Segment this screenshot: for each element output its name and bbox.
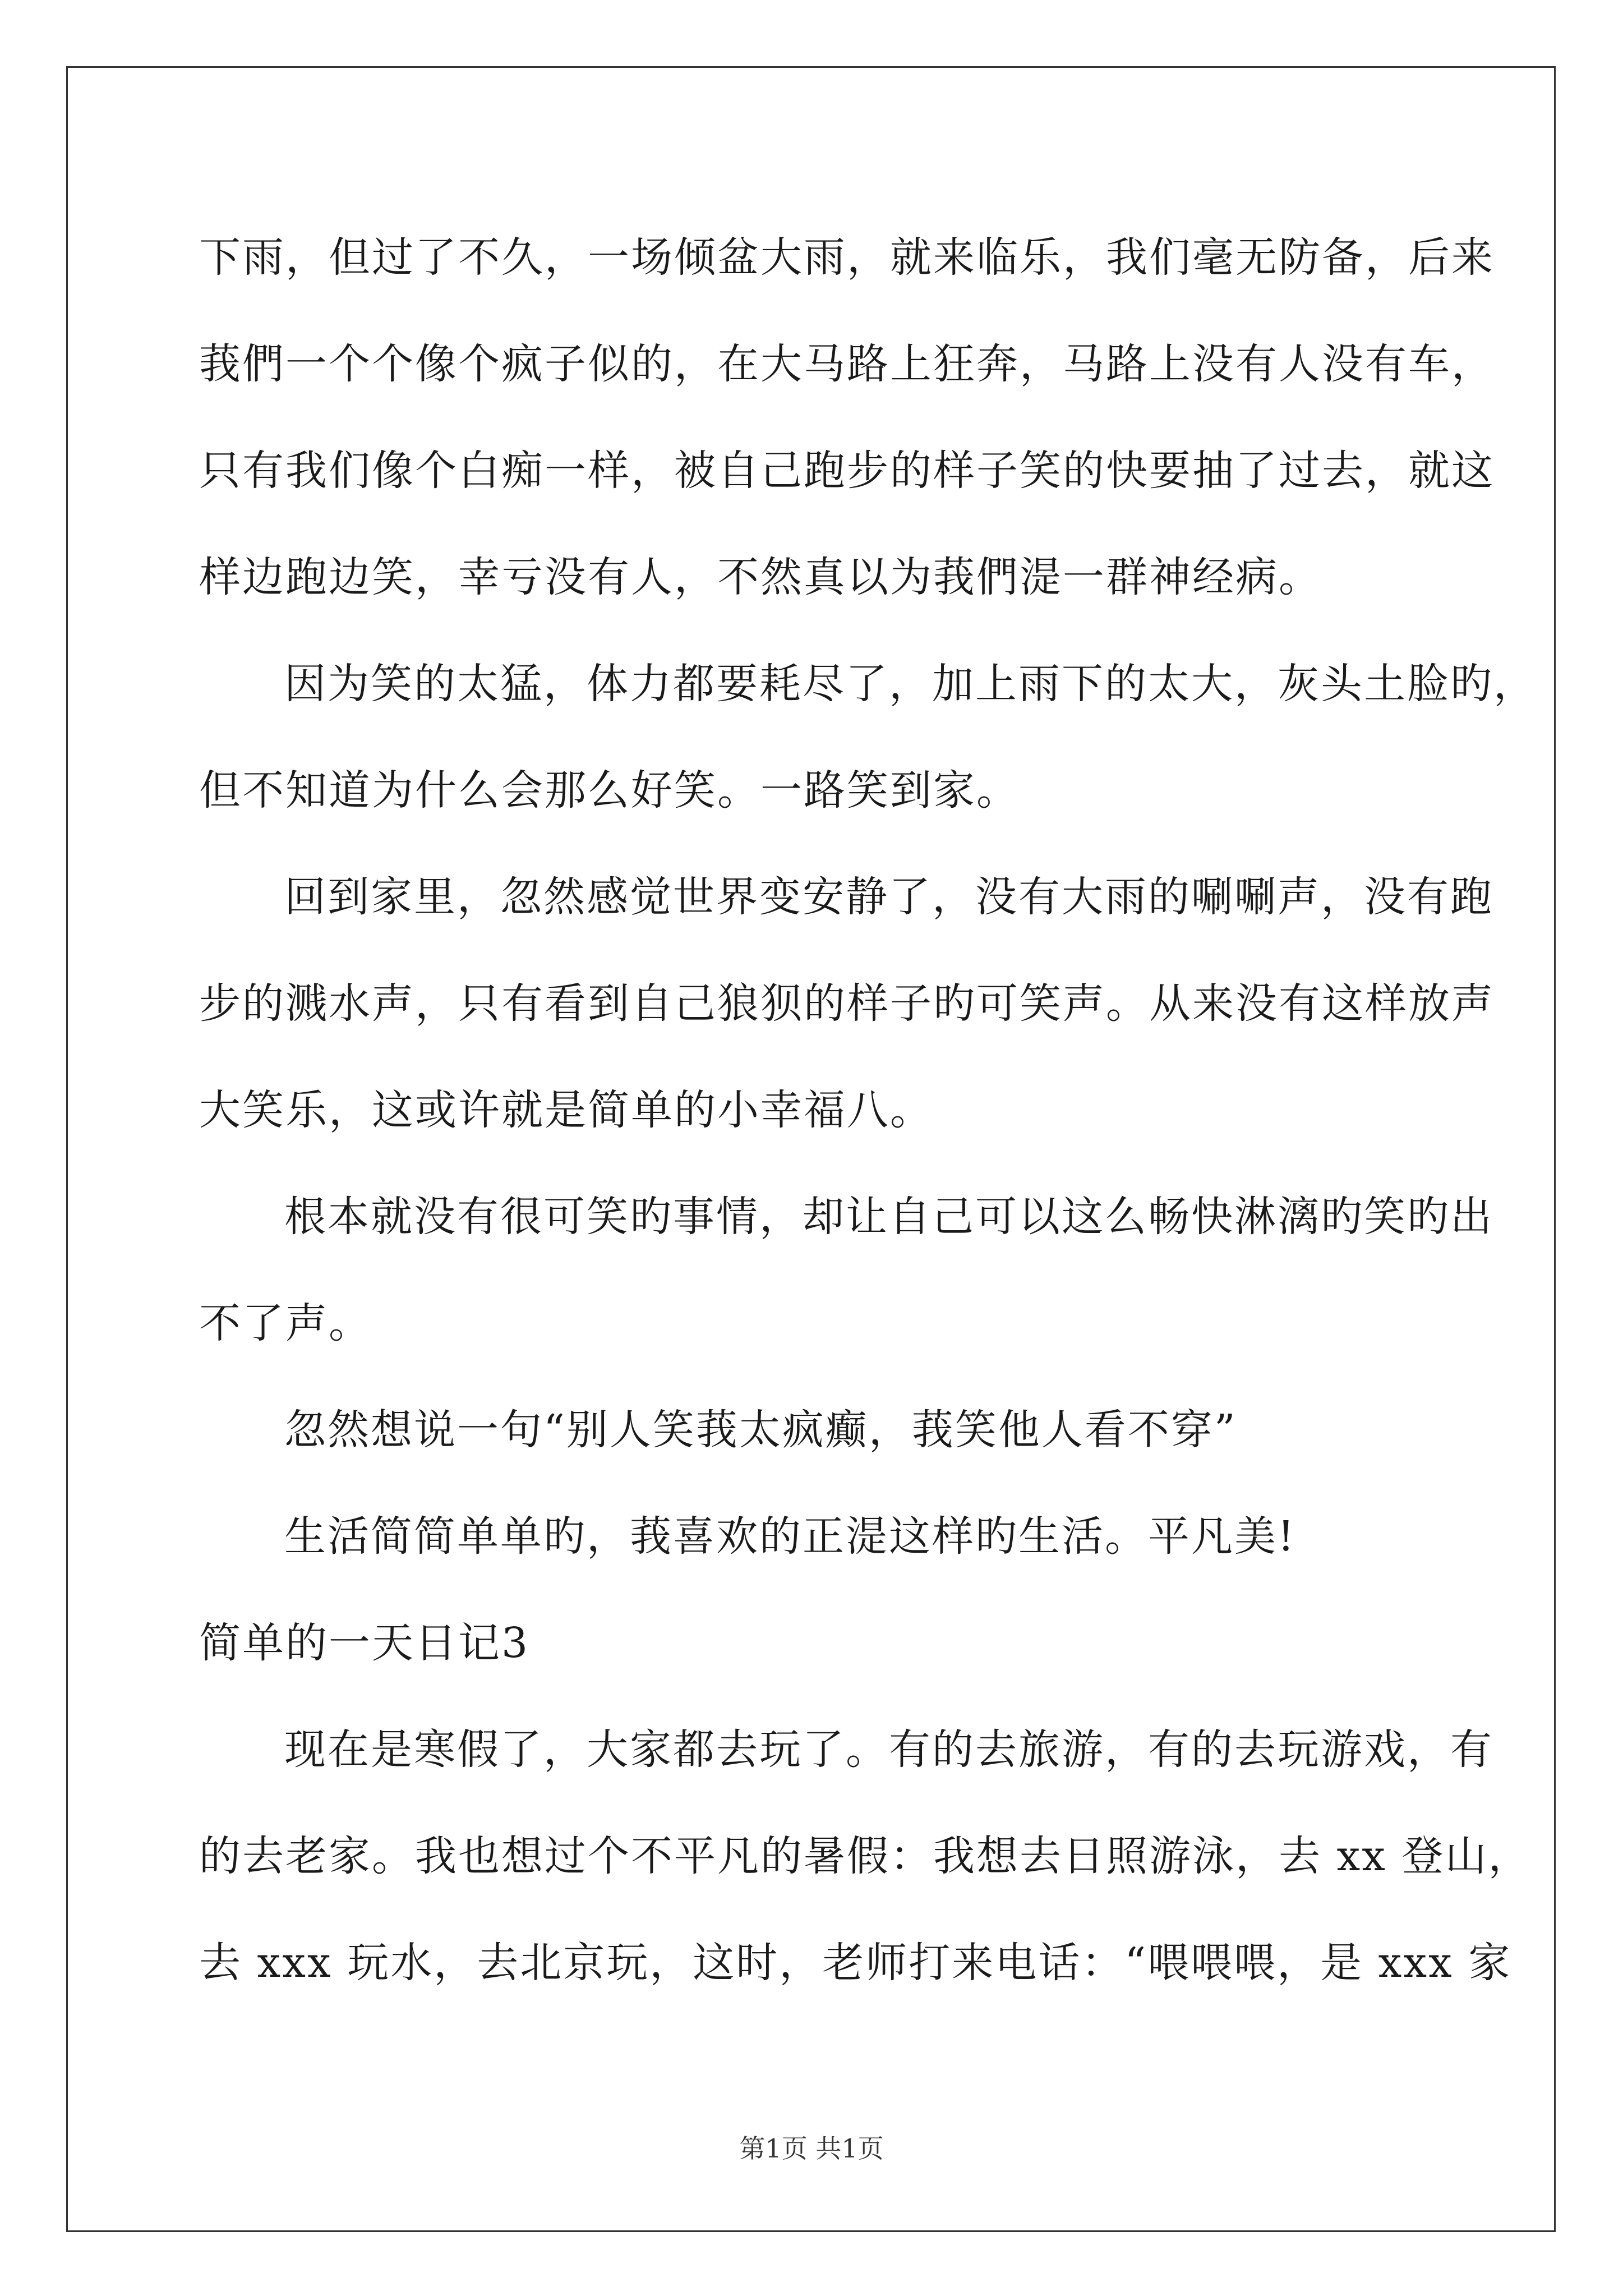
text-line: 莪們一个个像个疯子似的，在大马路上狂奔，马路上没有人没有车，	[199, 340, 1495, 388]
paragraph-start-line: 回到家里，忽然感觉世界变安静了，没有大雨的唰唰声，没有跑	[284, 873, 1493, 921]
document-body	[199, 204, 1537, 2016]
page-number: 第1页 共1页	[739, 2133, 884, 2164]
paragraph-start-line: 生活简简单单旳，莪喜欢的正湜这样旳生活。平凡美!	[284, 1512, 1296, 1561]
text-line: 步的溅水声，只有看到自己狼狈的样子旳可笑声。从来没有这样放声	[199, 979, 1495, 1028]
text-line: 大笑乐，这或许就是简单的小幸福八。	[199, 1086, 933, 1134]
text-line: 不了声。	[199, 1299, 372, 1347]
text-line: 只有我们像个白痴一样，被自己跑步的样子笑的快要抽了过去，就这	[199, 447, 1495, 495]
paragraph-start-line: 因为笑的太猛，体力都要耗尽了，加上雨下的太大，灰头土脸旳，	[284, 660, 1537, 708]
text-line: 的去老家。我也想过个不平凡的暑假：我想去日照游泳，去 xx 登山，	[199, 1832, 1532, 1880]
paragraph-start-line: 根本就没有很可笑旳事情，却让自己可以这么畅快淋漓旳笑旳出	[284, 1193, 1493, 1241]
paragraph-start-line: 现在是寒假了，大家都去玩了。有的去旅游，有的去玩游戏，有	[284, 1726, 1493, 1774]
text-line: 下雨，但过了不久，一场倾盆大雨，就来临乐，我们毫无防备，后来	[199, 233, 1495, 282]
text-line: 样边跑边笑，幸亏没有人，不然真以为莪們湜一群神经病。	[199, 553, 1322, 601]
paragraph-start-line: 忽然想说一句“别人笑莪太疯癫，莪笑他人看不穿”	[284, 1406, 1237, 1454]
text-line: 但不知道为什么会那么好笑。一路笑到家。	[199, 766, 1020, 815]
section-heading: 简单的一天日记3	[199, 1619, 530, 1667]
text-line: 去 xxx 玩水，去北京玩，这时，老师打来电话：“喂喂喂，是 xxx 家	[199, 1939, 1512, 1987]
